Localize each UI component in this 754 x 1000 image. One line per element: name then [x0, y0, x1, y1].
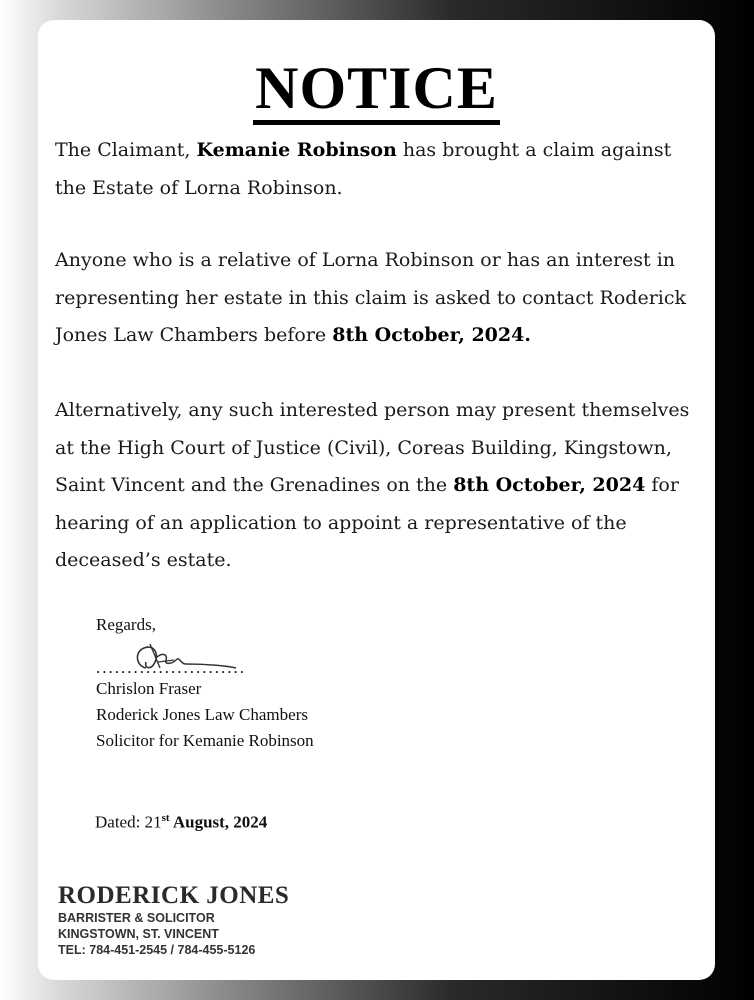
- dated-rest: August, 2024: [169, 812, 268, 832]
- para1-pre: The Claimant,: [55, 139, 197, 161]
- paragraph-court: [55, 392, 705, 580]
- notice-card: [38, 20, 715, 980]
- para1-post: has brought a claim against the Estate of Lorna Robinson.: [55, 139, 672, 199]
- para3-post: for hearing of an application to appoint a representative of the deceased’s estate.: [55, 474, 679, 571]
- signature-line: ........................: [96, 658, 246, 677]
- stamp-line-1: BARRISTER & SOLICITOR: [58, 911, 215, 925]
- para2-pre: Anyone who is a relative of Lorna Robinson or has an interest in representing her estate in this claim is asked to contact Roderick Jones Law Chambers before: [55, 249, 687, 346]
- stamp-line-2: KINGSTOWN, ST. VINCENT: [58, 927, 219, 941]
- signatory-name: Chrislon Fraser: [96, 679, 202, 698]
- regards: Regards,: [96, 615, 156, 634]
- stamp-firm-name: RODERICK JONES: [58, 882, 290, 909]
- notice-title: NOTICE: [253, 58, 500, 125]
- dated-sup: st: [161, 812, 170, 824]
- dated-line: [95, 812, 267, 833]
- paragraph-contact: [55, 242, 705, 355]
- paragraph-claim: [55, 132, 705, 207]
- signatory-firm: Roderick Jones Law Chambers: [96, 705, 308, 724]
- contact-deadline: 8th October, 2024.: [332, 324, 531, 346]
- title-wrap: [38, 55, 715, 125]
- claimant-name: Kemanie Robinson: [196, 139, 397, 161]
- signatory: [96, 676, 314, 754]
- firm-stamp: [58, 882, 289, 958]
- signatory-role: Solicitor for Kemanie Robinson: [96, 731, 314, 750]
- stamp-line-3: TEL: 784-451-2545 / 784-455-5126: [58, 943, 256, 957]
- hearing-date: 8th October, 2024: [453, 474, 646, 496]
- para3-pre: Alternatively, any such interested person may present themselves at the High Court of Justice (Civil), Coreas Building, Kingstown, Saint Vincent and the Grenadines on the: [55, 399, 690, 496]
- dated-label: Dated: 21: [95, 812, 162, 832]
